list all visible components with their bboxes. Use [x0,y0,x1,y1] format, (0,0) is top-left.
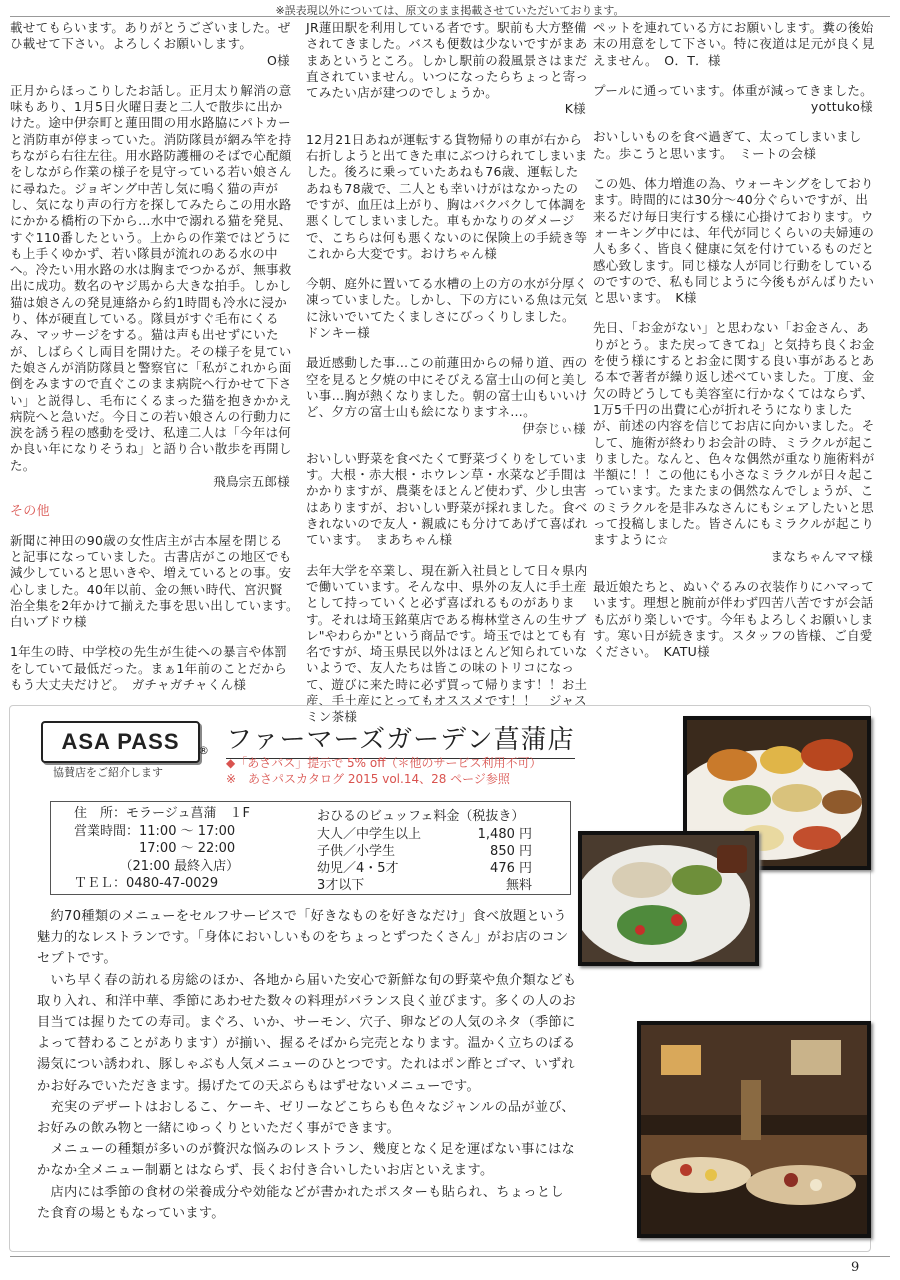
letter-item: ペットを連れている方にお願いします。糞の後始末の用意をして下さい。特に夜道は足元が良く見えません。 O．T．様 [593,20,875,68]
photo-restaurant-interior [637,1021,871,1238]
letter-item: 正月からほっこりしたお話し。正月太り解消の意味もあり、1月5日火曜日妻と二人で散歩に出かけた。途中伊奈町と蓮田間の用水路脇にパトカーと消防車が停まっていた。消防隊員が網み竿を持ちながら右往左往。用水路防護柵のそばで心配顔をしながら作業の様子を見守っている若い娘さんに尋ねた。ジョギング中苦し気に鳴く猫の声がし、気になり声の行方を探してみたらこの用水路にかかる橋桁の下から…水中で溺れる猫を発見、すぐ110番したという。上からの作業ではどうにも上手くゆかず、若い隊員が流れのある水の中へ。冷たい用水路の水は胸までつかるが、無事救出に成功。数名のヤジ馬から大きな拍手。しかし猫は娘さんの発見連絡から約1時間も冷水に浸かり、体が硬直している。隊員がすぐ毛布にくるみ、マッサージをする。猫は声も出せずにいたが、しばらくし両目を開けた。その様子を見ていた娘さんが消防隊員と警察官に「私がこれから面倒をみますので直ぐこのまま病院へ行かせて下さい」と説得し、毛布にくるまった猫を抱きかかえ病院へと急いだ。今日この若い娘さんの行動力に涙を誘う程の感動を受け、私達二人は「今年は何か良い年になりそうね」と語り合い散歩を再開した。 飛鳥宗五郎様 [10,82,292,490]
restaurant-interior-image [641,1025,867,1234]
offer-line-2: ※ あさパスカタログ 2015 vol.14、28 ページ参照 [226,772,510,786]
registered-mark: ® [198,744,209,757]
page-number: 9 [851,1260,860,1275]
sponsor-ad [9,705,871,1252]
letter-item: JR蓮田駅を利用している者です。駅前も大方整備されてきました。バスも便数は少ないですがまあまあというところ。しかし駅前の殺風景さはまだ直されていません。いつになったらちょっと寄ってみたい店が建つのでしょうか。 K様 [306,20,589,117]
offer-line-1: ◆「あさパス」提示で 5% off（＊他のサービス利用不可） [226,756,542,770]
letter-item: 最近感動した事…この前蓮田からの帰り道、西の空を見ると夕焼の中にそびえる富士山の何と美しい事…胸が熱くなりました。朝の富士山もいいけど、夕方の富士山も絵になりますネ…。 伊奈じぃ様 [306,355,588,436]
letter-signature: yottuko様 [810,99,873,115]
logo-subtitle: 協賛店をご紹介します [53,766,163,779]
letter-signature: 伊奈じぃ様 [522,420,586,436]
letter-item: 先日、「お金がない」と思わない「お金さん、ありがとう。また戻ってきてね」と気持ち良くお金を使う様にするとお金に関する良い事があるとある本で著者が繰り返し述べていました。丁度、金欠の時どうしても美容室に行かなくてはならず、1万5千円の出費に心が折れそうになりましたが、前述の内容を信じてお店に向かいました。そして、施術が終わりお会計の時、ミラクルが起こりました。なんと、色々な偶然が重なり施術料が半額に！！この他にも小さなミラクルが日々起こっています。たまたまの偶然なんでしょうが、このミラクルを是非みなさんにもシェアしたいと思って投稿しました。皆さんにもミラクルが起こりますように☆ まなちゃんママ様 [593,320,875,564]
header-note: ※誤表現以外については、原文のまま掲載させていただいております。 [275,4,625,17]
letter-item: 1年生の時、中学校の先生が生徒への暴言や体罰をしていて最低だった。まぁ1年前のことだからもう大丈夫だけど。 ガチャガチャくん様 [10,644,288,692]
address-hours-block: 住 所：モラージュ菖蒲 １F 営業時間：11:00 ～ 17:00 17:00 ～ 22:00 （21:00 最終入店） ＴＥＬ：0480-47-0029 [74,806,250,891]
store-description: 約70種類のメニューをセルフサービスで「好きなものを好きなだけ」食べ放題という魅力的なレストランです。「身体においしいものをちょっとずつたくさん」がお店のコンセプトです。 いち早く春の訪れる房総のほか、各地から届いた安心で新鮮な旬の野菜や魚介類なども取り入れ、和洋中華、季節にあわせた数々の料理がバランス良く並びます。多くの人のお目当ては握りたての寿司。まぐろ、いか、サーモン、穴子、卵などの人気のネタ（季節によって替わることがあります）が揃い、握るそばから完売となります。温かく立ちのぼる湯気につい誘われ、豚しゃぶも人気メニューのひとつです。たれはポン酢とゴマ、いずれかお好みでいただきます。揚げたての天ぷらもはずせないメニューです。 充実のデザートはおしるこ、ケーキ、ゼリーなどこちらも色々なジャンルの品が並び、お好みの飲み物と一緒にゆっくりといただく事ができます。 メニューの種類が多いのが贅沢な悩みのレストラン、幾度となく足を運ばない事にはなかなか全メニュー制覇とはならず、長くお付き合いしたいお店といえます。 店内には季節の食材の栄養成分や効能などが書かれたポスターも貼られ、ちょっとした食育の場ともなっています。 [37,909,577,1221]
letter-item: 載せてもらいます。ありがとうございました。ぜひ載せて下さい。よろしくお願いします。 O様 [10,20,293,69]
letter-item: 新聞に神田の90歳の女性店主が古本屋を閉じると記事になっていました。古書店がこの地区でも減少していると思いきや、増えているとの事。安心しました。40年以前、金の無い時代、宮沢賢治全集を2年かけて揃えた事を思い出しています。 白いブドウ様 [10,532,306,630]
letter-item: おいしいものを食べ過ぎて、太ってしまいました。歩こうと思います。 ミートの会様 [593,129,862,161]
asa-pass-logo: ASA PASS [41,721,200,763]
letter-item: 12月21日あねが運転する貨物帰りの車が右から右折しようと出てきた車にぶつけられてしまいました。後ろに乗っていたあねも76歳、運転したあねも78歳で、二人とも幸いけがはなかったのですが、血圧は上がり、胸はバクバクして体調を悪くしてしまいました。車もかなりのダメージで、こちらは何も悪くないのに保険上の手続き等これから大変です。おけちゃん様 [306,131,588,261]
column-3 [593,20,876,674]
photo-salad-plate [578,831,759,966]
letter-item: この処、体力増進の為、ウォーキングをしております。時間的には30分～40分ぐらいですが、出来るだけ毎日実行する様に心掛けております。ウォーキング中には、年代が同じくらいの夫婦連の人も多く、皆良く健康に気を付けているものだと感心致します。同じ様な人が同じ行動をしているのですので、私も同じように今後もがんばりたいと思います。 K様 [593,176,875,306]
store-info-box: 住 所：モラージュ菖蒲 １F 営業時間：11:00 ～ 17:00 17:00 ～ 22:00 （21:00 最終入店） ＴＥＬ：0480-47-0029 おひるのビュッフェ料金（税抜き） 大人／中学生以上 1,480 円 子供／小学生 850 円 幼児／4・5才 476 円 3才以下 無料 [50,801,571,895]
letter-item: 最近娘たちと、ぬいぐるみの衣装作りにハマっています。理想と腕前が伴わず四苦八苦ですが会話も広がり楽しいです。今年もよろしくお願いします。寒い日が続きます。スタッフの皆様、ご自愛ください。 KATU様 [593,578,875,660]
letter-signature: まなちゃんママ様 [770,548,873,564]
price-title: おひるのビュッフェ料金（税抜き） [317,809,525,824]
header-rule [10,16,890,17]
letter-signature: K様 [564,101,586,117]
letter-signature: 飛鳥宗五郎様 [213,474,290,490]
section-heading-other: その他 [10,504,50,520]
letter-item: 今朝、庭外に置いてる水槽の上の方の水が分厚く凍っていました。しかし、下の方にいる魚は元気に泳いでいてたくましさにびっくりしました。 ドンキー様 [306,276,588,341]
letter-item: プールに通っています。体重が減ってきました。 yottuko様 [593,83,876,116]
letter-signature: O様 [267,52,290,68]
salad-plate-image [582,835,755,962]
store-name: ファーマーズガーデン菖蒲店 [226,719,575,759]
column-1 [10,20,306,707]
letter-item: おいしい野菜を食べたくて野菜づくりをしています。大根・赤大根・ホウレン草・水菜など手間はかかりますが、農薬をほとんど使わず、少し虫害はありますが、おいしい野菜が採れました。食べきれないので友人・親戚にも分けてあげて喜ばれています。 まあちゃん様 [306,450,588,548]
footer-rule [10,1256,890,1257]
column-2 [306,20,589,740]
letter-item: 去年大学を卒業し、現在新入社員として日々県内で働いています。そんな中、県外の友人に手土産として持っていくと必ず喜ばれるものがあります。それは埼玉銘菓店である梅林堂さんの生サブレ"やわらか"という商品です。埼玉ではとても有名ですが、埼玉県民以外はほとんど知られていないようで、友人たちは皆この味のトリコになって、遊びに来た時に必ず買って帰ります！！お土産、手土産にとってもオススメです！！ ジャスミン茶様 [306,562,588,725]
